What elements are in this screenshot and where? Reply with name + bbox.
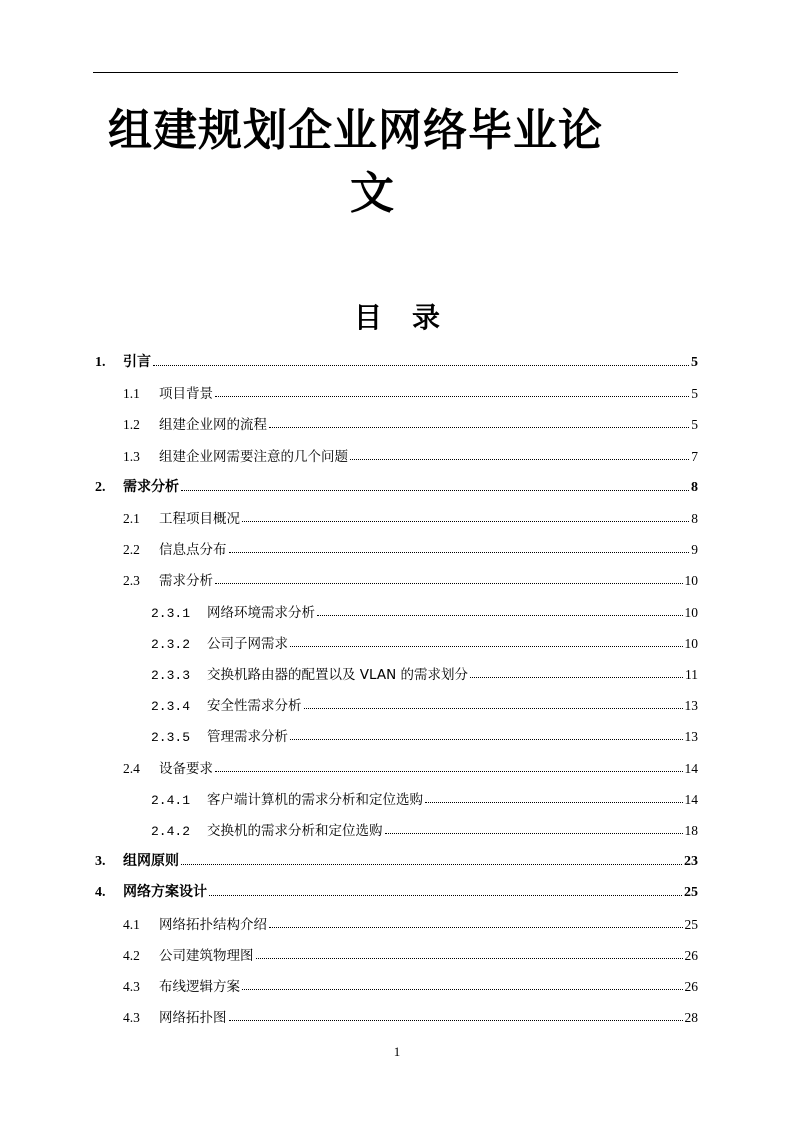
toc-entry-number: 4.1: [123, 916, 140, 932]
toc-dot-leader: [209, 895, 682, 896]
toc-entry-title: 组建企业网需要注意的几个问题: [159, 448, 348, 465]
toc-entry-number: 4.: [95, 885, 106, 901]
toc-entry-title: 设备要求: [159, 760, 213, 777]
toc-entry-number: 2.3.5: [151, 730, 191, 746]
toc-entry-number: 1.3: [123, 448, 140, 464]
toc-entry-title: 公司子网需求: [207, 635, 288, 652]
toc-entry-number: 2.3: [123, 573, 140, 589]
toc-entry-title: 工程项目概况: [159, 511, 240, 527]
toc-entry-title: 需求分析: [123, 478, 179, 495]
toc-entry-page: 5: [691, 386, 698, 402]
toc-dot-leader: [304, 708, 683, 709]
toc-dot-leader: [470, 677, 683, 678]
toc-entry-page: 28: [684, 1010, 698, 1026]
toc-entry-page: 10: [684, 573, 698, 589]
toc-dot-leader: [229, 552, 690, 553]
toc-entry-number: 2.4.2: [151, 824, 191, 839]
toc-dot-leader: [269, 927, 683, 928]
toc-dot-leader: [181, 490, 689, 491]
header-rule: [93, 72, 678, 73]
toc-entry-title: 引言: [123, 354, 151, 370]
title-line-1: 组建规划企业网络毕业论: [108, 105, 603, 156]
toc-entry-title: 管理需求分析: [207, 729, 288, 746]
toc-entry-title: 客户端计算机的需求分析和定位选购: [207, 791, 423, 808]
toc-dot-leader: [229, 1020, 683, 1021]
toc-dot-leader: [290, 646, 683, 647]
toc-entry-title: 网络环境需求分析: [207, 604, 315, 621]
toc-entry[interactable]: [123, 536, 698, 558]
toc-dot-leader: [242, 989, 683, 990]
toc-entry-number: 2.3.3: [151, 668, 191, 683]
toc-entry-page: 25: [684, 885, 698, 901]
toc-entry[interactable]: [123, 443, 698, 465]
toc-entry-page: 7: [691, 448, 698, 464]
toc-dot-leader: [317, 615, 683, 616]
toc-entry-page: 5: [691, 355, 698, 370]
toc-entry-number: 1.1: [123, 386, 140, 402]
toc-entry-page: 14: [684, 791, 698, 807]
toc-entry-number: 2.3.4: [151, 699, 191, 715]
toc-dot-leader: [350, 459, 689, 460]
toc-entry-page: 25: [684, 916, 698, 932]
toc-entry-title: 项目背景: [159, 386, 213, 403]
toc-entry-page: 13: [684, 729, 698, 745]
toc-entry-title: 信息点分布: [159, 542, 227, 559]
toc-entry-number: 2.3.1: [151, 605, 191, 621]
toc-entry[interactable]: [151, 817, 698, 839]
toc-entry-page: 8: [691, 479, 698, 495]
toc-entry-page: 26: [684, 947, 698, 963]
toc-dot-leader: [256, 958, 683, 959]
toc-entry[interactable]: [123, 411, 698, 433]
toc-entry-number: 2.4: [123, 760, 140, 776]
toc-entry-title: 网络拓扑结构介绍: [159, 916, 267, 933]
toc-entry-title: 需求分析: [159, 573, 213, 590]
toc-entry-page: 5: [691, 417, 698, 433]
toc-dot-leader: [269, 427, 689, 428]
page-number: 1: [393, 1044, 401, 1059]
toc-entry-title: 交换机路由器的配置以及 VLAN 的需求划分: [207, 667, 468, 683]
toc-entry-title: 网络方案设计: [123, 884, 207, 901]
toc-dot-leader: [425, 802, 683, 803]
toc-entry-number: 2.4.1: [151, 792, 191, 808]
toc-dot-leader: [153, 365, 689, 366]
toc-entry[interactable]: [151, 661, 698, 683]
toc-entry-title: 布线逻辑方案: [159, 979, 240, 995]
toc-entry-title: 交换机的需求分析和定位选购: [207, 823, 383, 839]
toc-entry-number: 3.: [95, 854, 106, 870]
toc-entry[interactable]: [123, 567, 698, 589]
toc-dot-leader: [215, 771, 683, 772]
toc-entry-title: 公司建筑物理图: [159, 947, 254, 964]
toc-entry-number: 4.3: [123, 1010, 140, 1026]
toc-entry-title: 安全性需求分析: [207, 698, 302, 715]
toc-entry-page: 18: [684, 823, 698, 838]
toc-entry-page: 14: [684, 760, 698, 776]
toc-entry-number: 2.2: [123, 542, 140, 558]
toc-heading: [0, 300, 794, 336]
toc-entry[interactable]: [123, 911, 698, 933]
toc-entry[interactable]: [123, 505, 698, 527]
toc-entry-number: 2.3.2: [151, 636, 191, 652]
toc-dot-leader: [181, 864, 682, 865]
toc-entry[interactable]: [151, 723, 698, 745]
toc-entry[interactable]: [123, 380, 698, 402]
toc-entry-number: 2.: [95, 479, 106, 495]
toc-entry[interactable]: [151, 786, 698, 808]
toc-entry-number: 4.2: [123, 947, 140, 963]
toc-entry-page: 13: [684, 698, 698, 714]
toc-dot-leader: [242, 521, 689, 522]
toc-entry-number: 4.3: [123, 979, 140, 994]
toc-entry[interactable]: [123, 1004, 698, 1026]
toc-entry[interactable]: [151, 692, 698, 714]
toc-entry-page: 26: [684, 979, 698, 994]
toc-entry-page: 23: [684, 854, 698, 870]
toc-entry-title: 网络拓扑图: [159, 1010, 227, 1027]
toc-entry-page: 10: [684, 635, 698, 651]
toc-entry-title: 组建企业网的流程: [159, 417, 267, 434]
toc-dot-leader: [385, 833, 683, 834]
toc-entry-page: 10: [684, 604, 698, 620]
toc-entry-page: 9: [691, 542, 698, 558]
toc-entry[interactable]: [95, 848, 698, 870]
toc-entry[interactable]: [95, 879, 698, 901]
toc-entry[interactable]: [123, 942, 698, 964]
toc-entry-number: 1.: [95, 355, 106, 370]
toc-entry-number: 2.1: [123, 511, 140, 526]
toc-heading-text: 目录: [353, 301, 470, 334]
toc-entry-title: 组网原则: [123, 853, 179, 870]
toc-dot-leader: [215, 396, 689, 397]
toc-entry[interactable]: [151, 630, 698, 652]
toc-entry-page: 8: [691, 511, 698, 526]
toc-entry[interactable]: [123, 973, 698, 995]
toc-dot-leader: [290, 739, 683, 740]
toc-entry[interactable]: [95, 474, 698, 496]
title-line-2: 文: [350, 168, 394, 219]
toc-entry[interactable]: [95, 349, 698, 371]
toc-entry[interactable]: [123, 755, 698, 777]
toc-entry-number: 1.2: [123, 417, 140, 433]
toc-dot-leader: [215, 583, 683, 584]
toc-entry-page: 11: [685, 667, 698, 682]
toc-entry[interactable]: [151, 599, 698, 621]
